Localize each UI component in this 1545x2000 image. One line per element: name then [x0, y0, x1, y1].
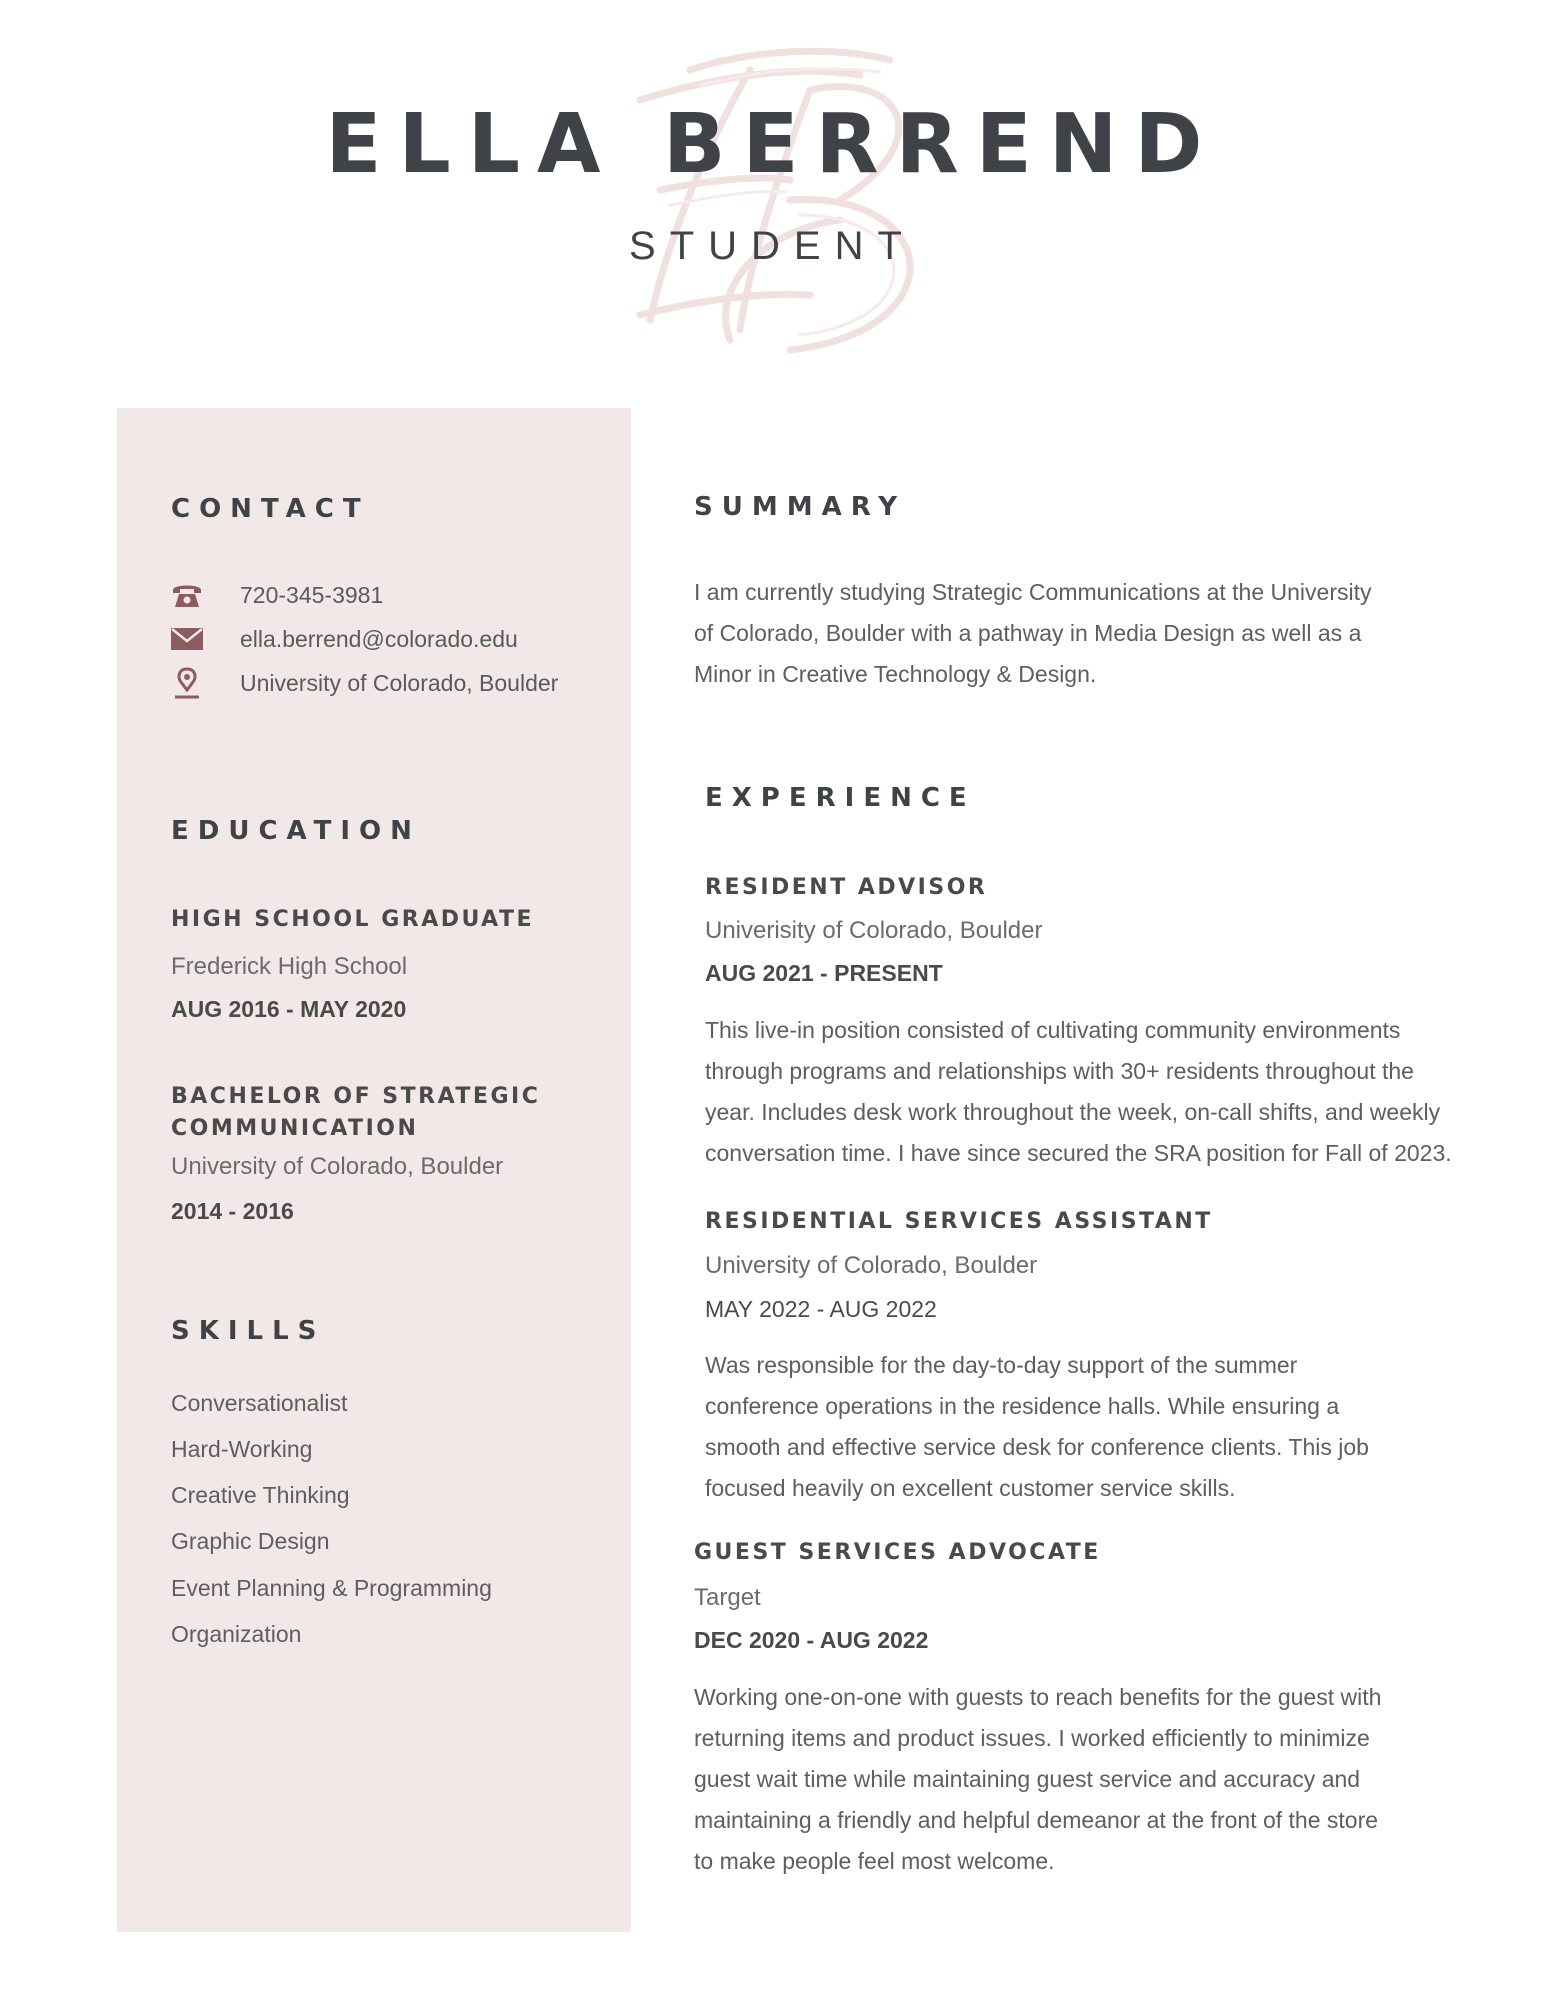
education-school: University of Colorado, Boulder	[171, 1153, 504, 1180]
job-org: Target	[694, 1584, 761, 1611]
job-dates: DEC 2020 - AUG 2022	[694, 1627, 929, 1653]
contact-heading: CONTACT	[171, 494, 370, 524]
phone-icon	[170, 578, 204, 612]
contact-phone	[170, 575, 383, 615]
job-dates: MAY 2022 - AUG 2022	[705, 1296, 937, 1322]
candidate-title: STUDENT	[629, 224, 916, 268]
job-dates: AUG 2021 - PRESENT	[705, 960, 943, 986]
experience-heading: EXPERIENCE	[705, 783, 976, 813]
skill-item: Hard-Working	[171, 1436, 313, 1462]
skill-item: Organization	[171, 1621, 302, 1647]
job-title: RESIDENTIAL SERVICES ASSISTANT	[705, 1209, 1213, 1234]
skill-item: Creative Thinking	[171, 1482, 350, 1508]
skill-item: Conversationalist	[171, 1390, 348, 1416]
skills-heading: SKILLS	[171, 1316, 326, 1346]
education-school: Frederick High School	[171, 953, 408, 980]
job-description: This live-in position consisted of cultivating community environments through programs and relationships with 30+ residents throughout the year. Includes desk work throughout the week, on-call shifts, and weekly conversation time. I have since secured the SRA position for Fall of 2023.	[705, 1017, 1452, 1166]
education-degree-line2: COMMUNICATION	[171, 1116, 419, 1141]
job-org: University of Colorado, Boulder	[705, 1252, 1038, 1279]
contact-location	[170, 663, 558, 703]
job-org: Univerisity of Colorado, Boulder	[705, 917, 1043, 944]
candidate-name: ELLA BERREND	[325, 97, 1220, 192]
location-icon	[170, 666, 204, 700]
education-dates: AUG 2016 - MAY 2020	[171, 996, 407, 1022]
job-title: GUEST SERVICES ADVOCATE	[694, 1540, 1101, 1565]
location-text: University of Colorado, Boulder	[240, 669, 559, 696]
summary-text: I am currently studying Strategic Communications at the University of Colorado, Boulder with a pathway in Media Design as well as a Minor in Creative Technology & Design.	[694, 579, 1372, 687]
education-degree: HIGH SCHOOL GRADUATE	[171, 907, 535, 932]
summary-heading: SUMMARY	[694, 492, 907, 522]
skill-item: Graphic Design	[171, 1528, 330, 1554]
job-description: Was responsible for the day-to-day support of the summer conference operations in the residence halls. While ensuring a smooth and effective service desk for conference clients. This job focused heavily on excellent customer service skills.	[705, 1352, 1369, 1501]
email-icon	[170, 622, 204, 656]
education-degree-line1: BACHELOR OF STRATEGIC	[171, 1084, 541, 1109]
skill-item: Event Planning & Programming	[171, 1575, 492, 1601]
email-text: ella.berrend@colorado.edu	[240, 625, 518, 652]
education-heading: EDUCATION	[171, 816, 421, 846]
job-description: Working one-on-one with guests to reach benefits for the guest with returning items and product issues. I worked efficiently to minimize guest wait time while maintaining guest service and accuracy and maintaining a friendly and helpful demeanor at the front of the store to make people feel most welcome.	[694, 1684, 1382, 1874]
contact-email	[170, 619, 518, 659]
monogram-logo	[540, 30, 980, 370]
job-title: RESIDENT ADVISOR	[705, 875, 988, 900]
education-dates: 2014 - 2016	[171, 1198, 294, 1224]
phone-text: 720-345-3981	[240, 581, 384, 608]
